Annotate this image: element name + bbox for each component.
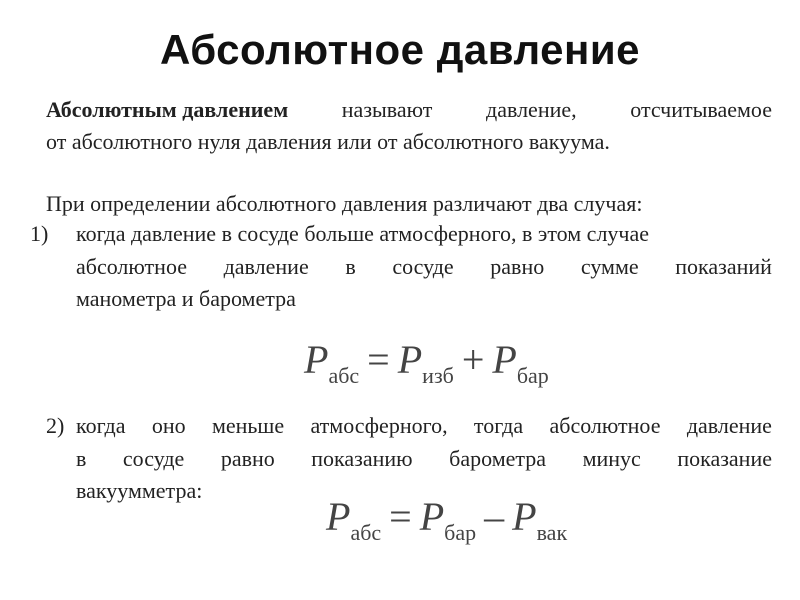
formula-term2-var: P — [512, 494, 537, 539]
case-2-word: тогда — [473, 413, 524, 438]
intro-text: При определении абсолютного давления различают два случая: — [46, 191, 643, 216]
case-1-word: в — [345, 254, 356, 279]
formula-operator: + — [461, 337, 485, 382]
case-1-word: сумме — [580, 254, 639, 279]
slide-title: Абсолютное давление — [159, 26, 641, 73]
case-1-word: абсолютное — [76, 254, 187, 279]
case-2-number: 2) — [46, 413, 65, 438]
formula-operator: – — [484, 494, 505, 539]
case-2-line-2 — [76, 445, 772, 473]
formula-lhs-sub: абс — [328, 363, 360, 388]
case-1-word: давление — [223, 254, 309, 279]
case-2-word: барометра — [449, 446, 547, 471]
case-1-line-2 — [76, 253, 772, 281]
case-2-word: сосуде — [122, 446, 185, 471]
case-1-word: равно — [490, 254, 545, 279]
definition-line-2: от абсолютного нуля давления или от абсолютного вакуума. — [46, 129, 610, 154]
case-2-word: давление — [686, 413, 772, 438]
definition-line-1 — [46, 96, 772, 124]
case-2-line-3: вакуумметра: — [76, 478, 203, 503]
case-2-line-1 — [76, 412, 772, 440]
formula-term1-var: P — [419, 494, 445, 539]
definition-word: называют — [341, 97, 433, 122]
formula-equals: = — [389, 494, 412, 539]
formula-term2-sub: вак — [536, 520, 568, 545]
case-2-word: когда — [76, 413, 126, 438]
case-2-word: показанию — [311, 446, 413, 471]
case-2-word: атмосферного, — [310, 413, 448, 438]
definition-word: давление, — [486, 97, 577, 122]
case-1-line-3: манометра и барометра — [76, 286, 296, 311]
case-2-word: минус — [582, 446, 641, 471]
formula-absolute-vacuum — [326, 493, 567, 546]
formula-term1-sub: изб — [422, 363, 454, 388]
definition-word: отсчитываемое — [630, 97, 772, 122]
formula-absolute-overpressure — [304, 336, 549, 389]
formula-term1-var: P — [397, 337, 423, 382]
definition-term: Абсолютным давлением — [46, 97, 289, 122]
formula-term2-sub: бар — [516, 363, 549, 388]
formula-lhs-sub: абс — [350, 520, 382, 545]
case-2-word: в — [76, 446, 87, 471]
case-2-word: абсолютное — [549, 413, 661, 438]
formula-term1-sub: бар — [444, 520, 477, 545]
case-2-word: показание — [677, 446, 772, 471]
case-1-number: 1) — [30, 221, 49, 246]
case-2-word: равно — [220, 446, 275, 471]
formula-lhs-var: P — [326, 494, 351, 539]
formula-lhs-var: P — [304, 337, 329, 382]
formula-equals: = — [367, 337, 390, 382]
case-2-word: оно — [151, 413, 186, 438]
case-1-word: сосуде — [392, 254, 454, 279]
formula-term2-var: P — [492, 337, 517, 382]
case-1-word: показаний — [675, 254, 772, 279]
case-2-word: меньше — [211, 413, 285, 438]
case-1-line-1: когда давление в сосуде больше атмосферного, в этом случае — [76, 221, 650, 246]
